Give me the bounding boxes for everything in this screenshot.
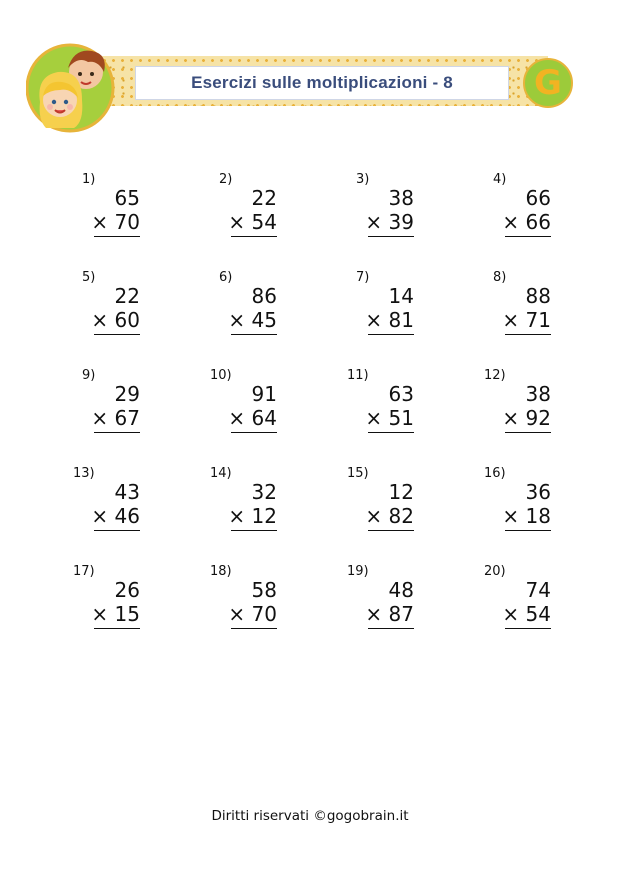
- multiplicand: 43: [114, 480, 140, 504]
- multiplier: × 70: [228, 602, 277, 626]
- multiplier: × 54: [228, 210, 277, 234]
- multiplier: × 64: [228, 406, 277, 430]
- exercise-number: 8): [493, 270, 507, 285]
- exercise-1: [30, 172, 140, 252]
- exercise-16: [441, 466, 551, 546]
- answer-line: [505, 530, 551, 531]
- answer-line: [368, 236, 414, 237]
- exercise-number: 3): [356, 172, 370, 187]
- exercise-15: [304, 466, 414, 546]
- multiplier: × 92: [502, 406, 551, 430]
- exercise-7: [304, 270, 414, 350]
- exercise-8: [441, 270, 551, 350]
- exercise-10: [167, 368, 277, 448]
- exercise-14: [167, 466, 277, 546]
- exercise-number: 1): [82, 172, 96, 187]
- exercise-number: 13): [73, 466, 95, 481]
- exercise-number: 4): [493, 172, 507, 187]
- multiplicand: 48: [388, 578, 414, 602]
- answer-line: [505, 236, 551, 237]
- answer-line: [231, 530, 277, 531]
- page-title: Esercizi sulle moltiplicazioni - 8: [191, 73, 453, 92]
- exercise-3: [304, 172, 414, 252]
- answer-line: [231, 432, 277, 433]
- exercise-9: [30, 368, 140, 448]
- multiplier: × 54: [502, 602, 551, 626]
- title-box: [135, 66, 509, 100]
- multiplicand: 58: [251, 578, 277, 602]
- answer-line: [505, 334, 551, 335]
- exercise-12: [441, 368, 551, 448]
- multiplier: × 70: [91, 210, 140, 234]
- multiplicand: 74: [525, 578, 551, 602]
- exercise-6: [167, 270, 277, 350]
- answer-line: [94, 236, 140, 237]
- exercise-4: [441, 172, 551, 252]
- multiplier: × 87: [365, 602, 414, 626]
- multiplier: × 51: [365, 406, 414, 430]
- exercise-20: [441, 564, 551, 644]
- multiplicand: 63: [388, 382, 414, 406]
- answer-line: [231, 334, 277, 335]
- multiplier: × 39: [365, 210, 414, 234]
- answer-line: [368, 530, 414, 531]
- multiplicand: 36: [525, 480, 551, 504]
- children-illustration: [26, 42, 122, 134]
- answer-line: [231, 628, 277, 629]
- exercise-number: 17): [73, 564, 95, 579]
- multiplicand: 14: [388, 284, 414, 308]
- multiplier: × 18: [502, 504, 551, 528]
- multiplier: × 71: [502, 308, 551, 332]
- exercise-number: 10): [210, 368, 232, 383]
- multiplicand: 22: [251, 186, 277, 210]
- answer-line: [94, 334, 140, 335]
- exercise-number: 2): [219, 172, 233, 187]
- multiplicand: 22: [114, 284, 140, 308]
- exercise-17: [30, 564, 140, 644]
- answer-line: [231, 236, 277, 237]
- multiplicand: 66: [525, 186, 551, 210]
- exercise-number: 11): [347, 368, 369, 383]
- exercise-number: 6): [219, 270, 233, 285]
- exercise-number: 19): [347, 564, 369, 579]
- exercise-number: 5): [82, 270, 96, 285]
- exercise-number: 9): [82, 368, 96, 383]
- exercise-11: [304, 368, 414, 448]
- multiplier: × 81: [365, 308, 414, 332]
- answer-line: [505, 628, 551, 629]
- answer-line: [368, 432, 414, 433]
- exercise-number: 7): [356, 270, 370, 285]
- multiplier: × 15: [91, 602, 140, 626]
- exercise-13: [30, 466, 140, 546]
- multiplicand: 65: [114, 186, 140, 210]
- answer-line: [94, 530, 140, 531]
- multiplicand: 38: [388, 186, 414, 210]
- multiplicand: 91: [251, 382, 277, 406]
- gogobrain-logo: [523, 58, 573, 108]
- multiplicand: 38: [525, 382, 551, 406]
- exercise-number: 15): [347, 466, 369, 481]
- multiplier: × 67: [91, 406, 140, 430]
- answer-line: [505, 432, 551, 433]
- multiplicand: 88: [525, 284, 551, 308]
- exercise-2: [167, 172, 277, 252]
- multiplier: × 82: [365, 504, 414, 528]
- exercise-number: 18): [210, 564, 232, 579]
- multiplicand: 29: [114, 382, 140, 406]
- logo-letter: G: [534, 63, 562, 103]
- exercise-5: [30, 270, 140, 350]
- answer-line: [368, 628, 414, 629]
- multiplier: × 46: [91, 504, 140, 528]
- exercise-18: [167, 564, 277, 644]
- exercise-number: 20): [484, 564, 506, 579]
- answer-line: [94, 432, 140, 433]
- exercise-number: 16): [484, 466, 506, 481]
- multiplier: × 60: [91, 308, 140, 332]
- exercise-19: [304, 564, 414, 644]
- multiplicand: 12: [388, 480, 414, 504]
- answer-line: [94, 628, 140, 629]
- multiplicand: 86: [251, 284, 277, 308]
- multiplier: × 12: [228, 504, 277, 528]
- exercise-number: 14): [210, 466, 232, 481]
- multiplicand: 32: [251, 480, 277, 504]
- exercise-number: 12): [484, 368, 506, 383]
- answer-line: [368, 334, 414, 335]
- multiplier: × 45: [228, 308, 277, 332]
- multiplicand: 26: [114, 578, 140, 602]
- copyright-footer: Diritti riservati ©gogobrain.it: [211, 808, 409, 824]
- multiplier: × 66: [502, 210, 551, 234]
